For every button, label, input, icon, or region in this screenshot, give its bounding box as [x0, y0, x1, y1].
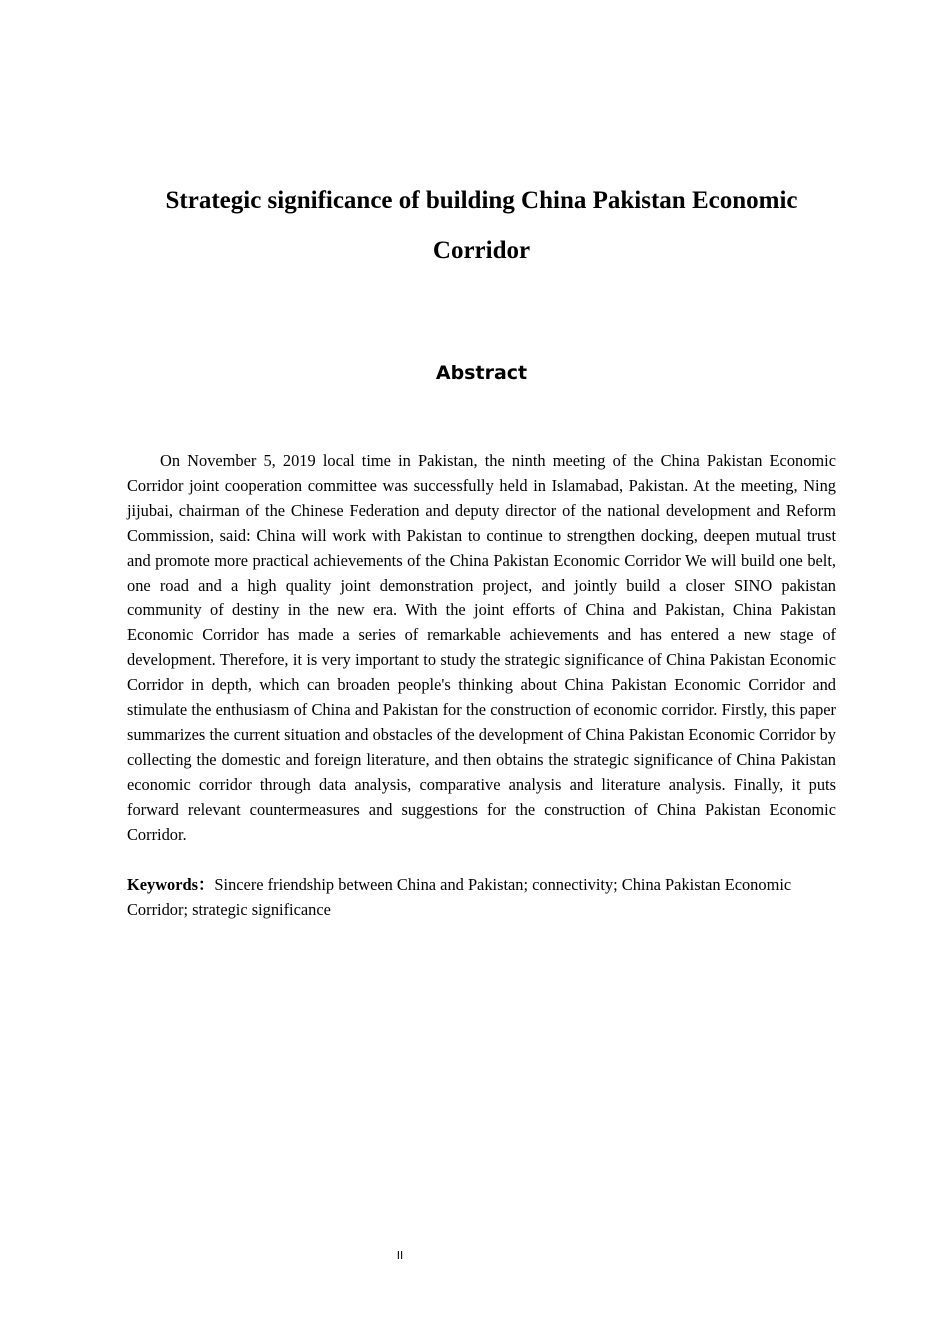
keywords-text: Sincere friendship between China and Pakistan; connectivity; China Pakistan Economic Corridor; strategic significance	[127, 875, 792, 919]
abstract-paragraph: On November 5, 2019 local time in Pakistan, the ninth meeting of the China Pakistan Economic Corridor joint cooperation committee was successfully held in Islamabad, Pakistan. At the meeting, Ning jijubai, chairman of the Chinese Federation and deputy director of the national development and Reform Commission, said: China will work with Pakistan to continue to strengthen docking, deepen mutual trust and promote more practical achievements of the China Pakistan Economic Corridor We will build one belt, one road and a high quality joint demonstration project, and jointly build a closer SINO pakistan community of destiny in the new era. With the joint efforts of China and Pakistan, China Pakistan Economic Corridor has made a series of remarkable achievements and has entered a new stage of development. Therefore, it is very important to study the strategic significance of China Pakistan Economic Corridor in depth, which can broaden people's thinking about China Pakistan Economic Corridor and stimulate the enthusiasm of China and Pakistan for the construction of economic corridor. Firstly, this paper summarizes the current situation and obstacles of the development of China Pakistan Economic Corridor by collecting the domestic and foreign literature, and then obtains the strategic significance of China Pakistan economic corridor through data analysis, comparative analysis and literature analysis. Finally, it puts forward relevant countermeasures and suggestions for the construction of China Pakistan Economic Corridor.	[127, 451, 836, 844]
paper-title: Strategic significance of building China Pakistan Economic Corridor	[165, 187, 798, 264]
page-number: II	[396, 1249, 404, 1262]
abstract-heading: Abstract	[435, 362, 528, 384]
keywords-label: Keywords：	[127, 875, 215, 894]
keywords-line	[127, 873, 836, 922]
